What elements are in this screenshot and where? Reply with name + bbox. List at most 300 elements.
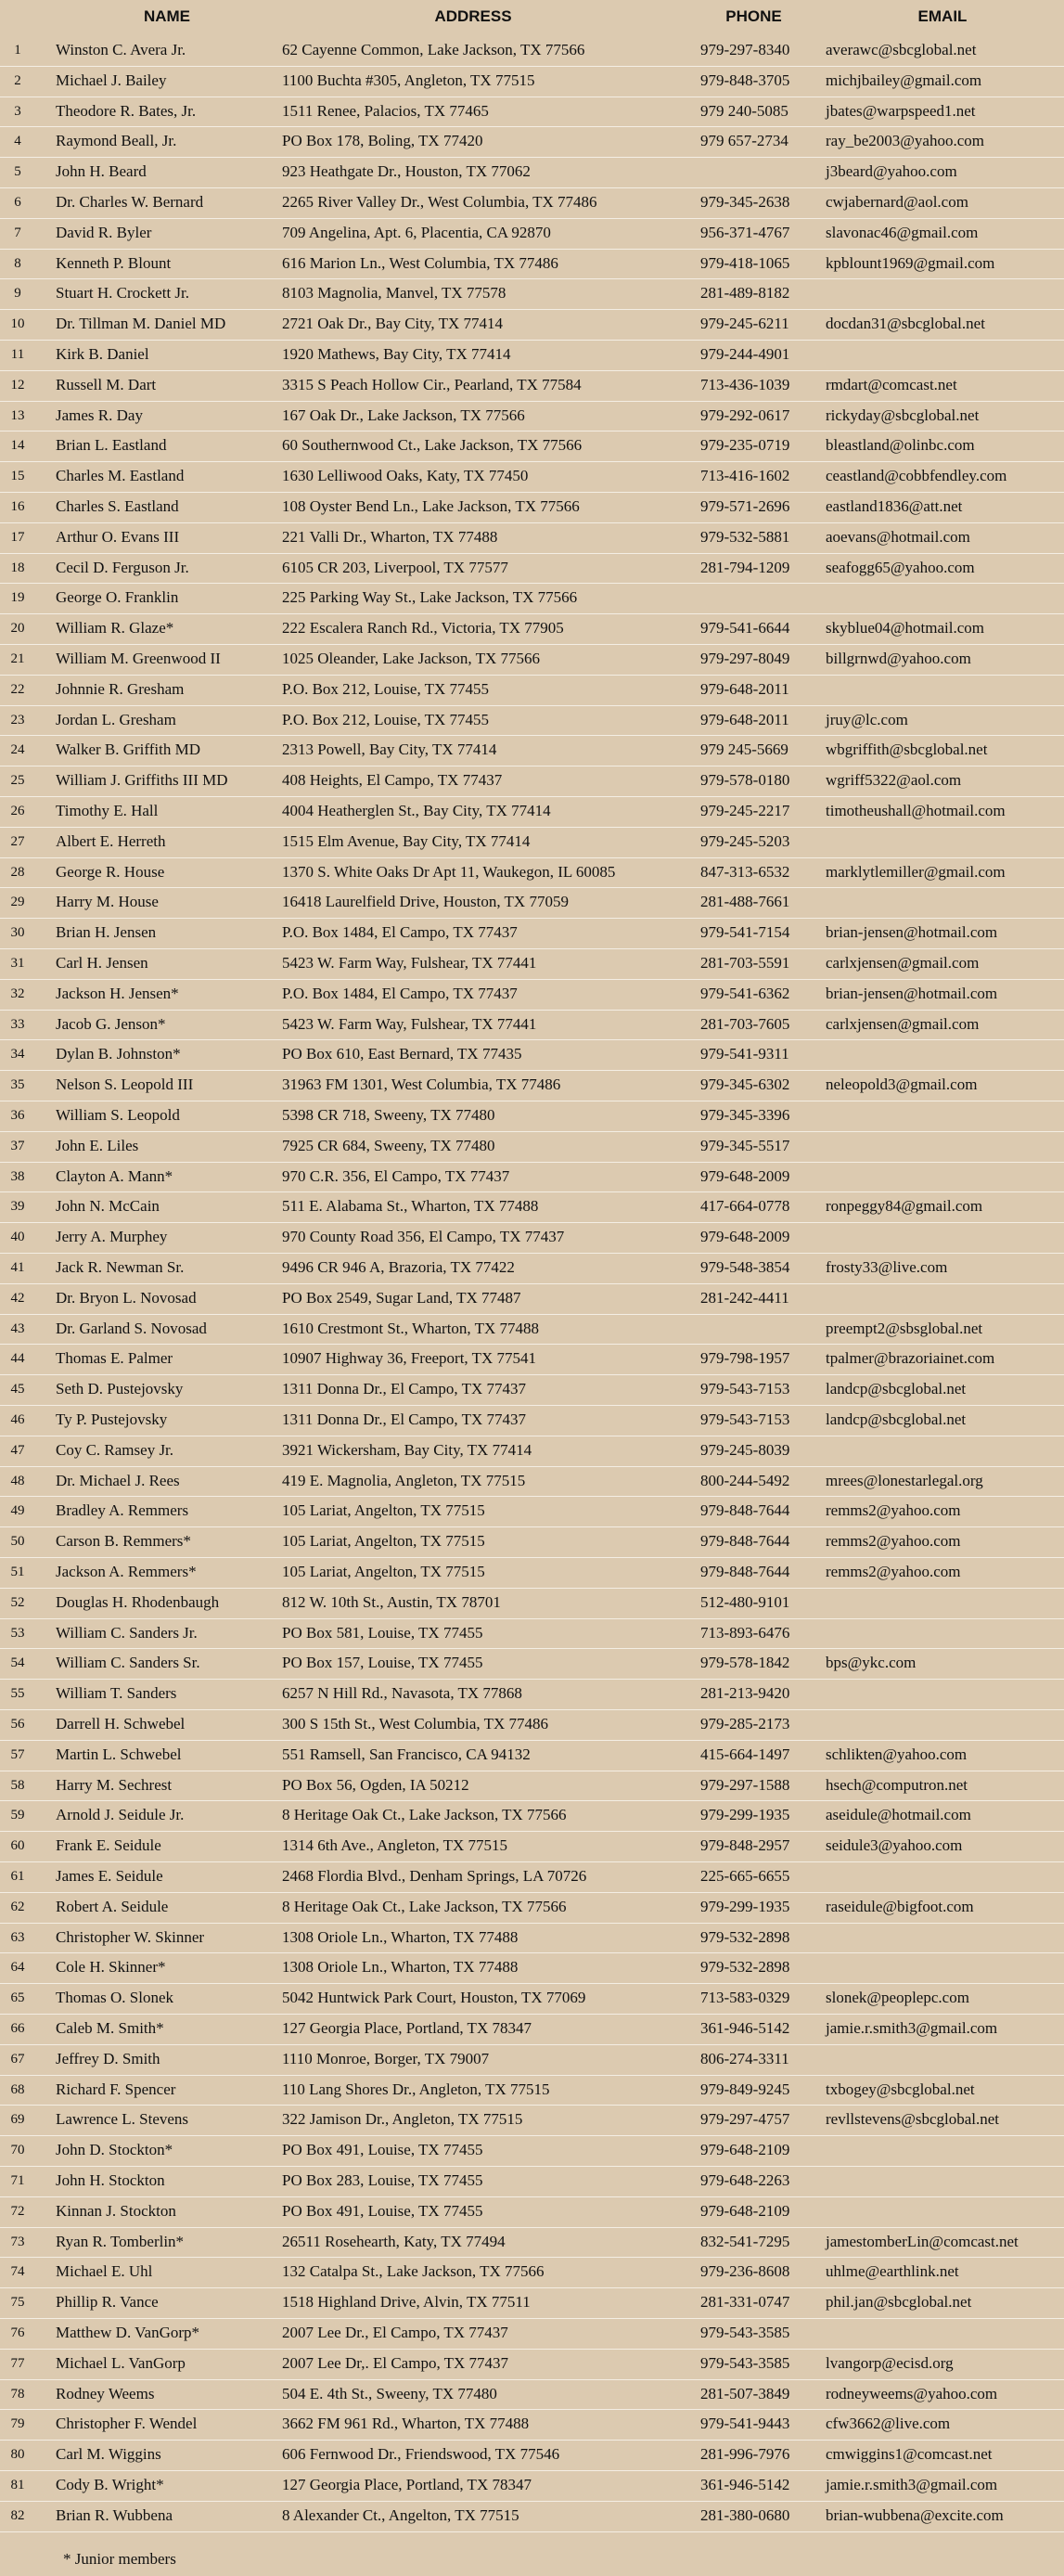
member-phone: 979-345-3396 bbox=[700, 1106, 790, 1124]
member-phone: 979-543-3585 bbox=[700, 2353, 790, 2372]
member-address: PO Box 581, Louise, TX 77455 bbox=[282, 1623, 483, 1642]
member-email: brian-jensen@hotmail.com bbox=[826, 984, 998, 1002]
table-row bbox=[0, 309, 1064, 341]
member-phone: 956-371-4767 bbox=[700, 223, 790, 241]
member-phone: 979-798-1957 bbox=[700, 1349, 790, 1368]
row-number: 70 bbox=[10, 2143, 25, 2158]
row-number: 17 bbox=[10, 529, 25, 545]
member-phone: 979-236-8608 bbox=[700, 2262, 790, 2281]
table-row bbox=[0, 461, 1064, 493]
table-row bbox=[0, 1436, 1064, 1467]
member-address: 3662 FM 961 Rd., Wharton, TX 77488 bbox=[282, 2415, 530, 2433]
member-phone: 713-416-1602 bbox=[700, 467, 790, 485]
member-address: 1920 Mathews, Bay City, TX 77414 bbox=[282, 345, 511, 363]
table-row bbox=[0, 1526, 1064, 1558]
table-row bbox=[0, 1222, 1064, 1254]
header-name: NAME bbox=[143, 7, 191, 25]
member-name: Kirk B. Daniel bbox=[56, 345, 149, 363]
member-address: 6257 N Hill Rd., Navasota, TX 77868 bbox=[282, 1684, 522, 1703]
member-name: Johnnie R. Gresham bbox=[56, 679, 185, 698]
member-address: 105 Lariat, Angelton, TX 77515 bbox=[282, 1501, 485, 1520]
member-address: 2468 Flordia Blvd., Denham Springs, LA 70726 bbox=[282, 1867, 587, 1885]
member-phone: 979-541-7154 bbox=[700, 923, 790, 942]
member-name: Carson B. Remmers* bbox=[56, 1532, 191, 1551]
member-address: 2313 Powell, Bay City, TX 77414 bbox=[282, 741, 497, 759]
row-number: 11 bbox=[10, 347, 25, 362]
row-number: 3 bbox=[14, 103, 21, 119]
row-number: 37 bbox=[10, 1138, 25, 1153]
table-row bbox=[0, 2257, 1064, 2288]
member-phone: 800-244-5492 bbox=[700, 1471, 790, 1489]
member-phone: 979-297-8049 bbox=[700, 650, 790, 667]
table-row bbox=[0, 249, 1064, 280]
member-name: Dr. Charles W. Bernard bbox=[56, 193, 204, 211]
member-name: Jackson H. Jensen* bbox=[56, 984, 179, 1002]
member-email: raseidule@bigfoot.com bbox=[826, 1897, 974, 1915]
member-email: marklytlemiller@gmail.com bbox=[826, 862, 1006, 881]
member-email: remms2@yahoo.com bbox=[826, 1501, 961, 1520]
member-name: Douglas H. Rhodenbaugh bbox=[56, 1592, 220, 1611]
table-row bbox=[0, 2470, 1064, 2502]
table-row bbox=[0, 1557, 1064, 1589]
member-name: William T. Sanders bbox=[56, 1684, 177, 1703]
member-phone: 979-299-1935 bbox=[700, 1806, 790, 1824]
table-row bbox=[0, 401, 1064, 432]
member-name: Carl M. Wiggins bbox=[56, 2445, 161, 2464]
member-address: 127 Georgia Place, Portland, TX 78347 bbox=[282, 2476, 532, 2493]
member-name: George R. House bbox=[56, 862, 165, 881]
table-row bbox=[0, 705, 1064, 737]
member-phone: 979-648-2109 bbox=[700, 2201, 790, 2220]
member-phone: 979-297-1588 bbox=[700, 1775, 790, 1794]
member-phone: 979-292-0617 bbox=[700, 406, 790, 424]
member-email: kpblount1969@gmail.com bbox=[826, 253, 995, 272]
table-row bbox=[0, 1648, 1064, 1680]
member-name: Stuart H. Crockett Jr. bbox=[56, 284, 190, 303]
table-row bbox=[0, 1952, 1064, 1984]
table-row bbox=[0, 431, 1064, 462]
row-number: 49 bbox=[10, 1503, 25, 1519]
member-name: Timothy E. Hall bbox=[56, 802, 159, 819]
member-address: 1370 S. White Oaks Dr Apt 11, Waukegon, IL 60085 bbox=[282, 862, 616, 881]
member-phone: 713-893-6476 bbox=[700, 1623, 790, 1642]
table-row bbox=[0, 857, 1064, 889]
member-name: William S. Leopold bbox=[56, 1106, 180, 1124]
row-number: 65 bbox=[10, 1990, 25, 2006]
row-number: 36 bbox=[10, 1108, 25, 1123]
member-address: 970 C.R. 356, El Campo, TX 77437 bbox=[282, 1166, 510, 1185]
member-name: Rodney Weems bbox=[56, 2384, 155, 2402]
member-name: Thomas E. Palmer bbox=[56, 1349, 173, 1368]
member-email: brian-jensen@hotmail.com bbox=[826, 923, 998, 942]
member-name: Dr. Tillman M. Daniel MD bbox=[56, 315, 226, 333]
member-phone: 847-313-6532 bbox=[700, 862, 790, 881]
member-name: William C. Sanders Jr. bbox=[56, 1623, 198, 1642]
table-row bbox=[0, 1771, 1064, 1802]
member-name: Cole H. Skinner* bbox=[56, 1958, 166, 1977]
member-phone: 979-543-7153 bbox=[700, 1410, 790, 1428]
member-address: PO Box 491, Louise, TX 77455 bbox=[282, 2141, 483, 2159]
table-row bbox=[0, 1101, 1064, 1132]
member-name: Albert E. Herreth bbox=[56, 831, 166, 850]
row-number: 59 bbox=[10, 1808, 25, 1823]
row-number: 2 bbox=[14, 72, 21, 88]
member-phone: 281-996-7976 bbox=[700, 2445, 790, 2464]
row-number: 72 bbox=[10, 2203, 25, 2219]
member-phone: 281-703-5591 bbox=[700, 954, 790, 972]
member-phone: 979 657-2734 bbox=[700, 132, 788, 150]
member-name: Lawrence L. Stevens bbox=[56, 2110, 189, 2129]
member-address: 62 Cayenne Common, Lake Jackson, TX 77566 bbox=[282, 41, 585, 58]
row-number: 4 bbox=[14, 134, 21, 149]
member-address: 5398 CR 718, Sweeny, TX 77480 bbox=[282, 1106, 495, 1124]
member-address: 1308 Oriole Ln., Wharton, TX 77488 bbox=[282, 1958, 519, 1977]
member-phone: 979-848-7644 bbox=[700, 1501, 790, 1520]
member-email: cwjabernard@aol.com bbox=[826, 193, 968, 211]
row-number: 53 bbox=[10, 1625, 25, 1641]
table-row bbox=[0, 2196, 1064, 2228]
member-email: landcp@sbcglobal.net bbox=[826, 1380, 967, 1398]
table-row bbox=[0, 1983, 1064, 2015]
member-address: PO Box 2549, Sugar Land, TX 77487 bbox=[282, 1288, 521, 1307]
row-number: 45 bbox=[10, 1382, 25, 1397]
table-row bbox=[0, 1039, 1064, 1071]
member-email: billgrnwd@yahoo.com bbox=[826, 650, 971, 667]
table-row bbox=[0, 522, 1064, 554]
table-row bbox=[0, 2287, 1064, 2319]
member-phone: 979-848-3705 bbox=[700, 71, 790, 89]
member-address: 1511 Renee, Palacios, TX 77465 bbox=[282, 101, 489, 120]
row-number: 51 bbox=[10, 1565, 25, 1579]
table-row bbox=[0, 1892, 1064, 1924]
table-row bbox=[0, 2044, 1064, 2076]
member-email: seidule3@yahoo.com bbox=[826, 1836, 963, 1855]
member-phone: 979-297-8340 bbox=[700, 41, 790, 58]
member-phone: 979-548-3854 bbox=[700, 1258, 790, 1276]
member-name: Carl H. Jensen bbox=[56, 954, 148, 972]
member-phone: 979-299-1935 bbox=[700, 1897, 790, 1915]
member-name: John E. Liles bbox=[56, 1136, 139, 1154]
table-row bbox=[0, 1010, 1064, 1041]
table-row bbox=[0, 2440, 1064, 2471]
member-name: Winston C. Avera Jr. bbox=[56, 41, 186, 58]
member-address: 10907 Highway 36, Freeport, TX 77541 bbox=[282, 1349, 537, 1368]
member-name: Christopher F. Wendel bbox=[56, 2415, 198, 2433]
row-number: 28 bbox=[10, 864, 25, 880]
row-number: 63 bbox=[10, 1929, 25, 1945]
row-number: 22 bbox=[10, 681, 25, 697]
table-row bbox=[0, 35, 1064, 67]
member-address: 709 Angelina, Apt. 6, Placentia, CA 92870 bbox=[282, 223, 551, 241]
member-address: 300 S 15th St., West Columbia, TX 77486 bbox=[282, 1715, 549, 1732]
member-address: 1610 Crestmont St., Wharton, TX 77488 bbox=[282, 1319, 540, 1337]
row-number: 78 bbox=[10, 2386, 25, 2402]
member-name: Walker B. Griffith MD bbox=[56, 741, 201, 759]
member-phone: 979-235-0719 bbox=[700, 436, 790, 455]
row-number: 40 bbox=[10, 1230, 25, 1245]
table-row bbox=[0, 1709, 1064, 1741]
row-number: 61 bbox=[10, 1869, 25, 1884]
member-email: brian-wubbena@excite.com bbox=[826, 2505, 1004, 2524]
member-address: 3921 Wickersham, Bay City, TX 77414 bbox=[282, 1440, 532, 1459]
footnote-junior-members: * Junior members bbox=[63, 2550, 176, 2568]
member-address: 1515 Elm Avenue, Bay City, TX 77414 bbox=[282, 831, 531, 850]
member-address: 167 Oak Dr., Lake Jackson, TX 77566 bbox=[282, 406, 525, 424]
member-email: carlxjensen@gmail.com bbox=[826, 1014, 980, 1033]
row-number: 27 bbox=[10, 833, 25, 849]
member-name: Brian H. Jensen bbox=[56, 923, 157, 942]
member-phone: 281-380-0680 bbox=[700, 2505, 790, 2524]
member-address: P.O. Box 1484, El Campo, TX 77437 bbox=[282, 984, 518, 1002]
row-number: 44 bbox=[10, 1351, 25, 1367]
member-email: uhlme@earthlink.net bbox=[826, 2262, 959, 2281]
member-phone: 979-345-6302 bbox=[700, 1075, 790, 1094]
member-email: cmwiggins1@comcast.net bbox=[826, 2445, 993, 2464]
member-address: 110 Lang Shores Dr., Angleton, TX 77515 bbox=[282, 2080, 550, 2098]
member-email: cfw3662@live.com bbox=[826, 2415, 951, 2433]
row-number: 41 bbox=[10, 1260, 25, 1275]
table-row bbox=[0, 1131, 1064, 1163]
member-phone: 979-848-7644 bbox=[700, 1532, 790, 1551]
member-email: lvangorp@ecisd.org bbox=[826, 2353, 954, 2372]
member-email: rodneyweems@yahoo.com bbox=[826, 2384, 998, 2402]
member-phone: 225-665-6655 bbox=[700, 1867, 790, 1885]
member-phone: 979 245-5669 bbox=[700, 741, 788, 759]
member-name: Frank E. Seidule bbox=[56, 1836, 161, 1855]
member-address: 105 Lariat, Angelton, TX 77515 bbox=[282, 1563, 485, 1580]
member-name: Coy C. Ramsey Jr. bbox=[56, 1440, 174, 1459]
table-row bbox=[0, 613, 1064, 645]
member-address: 5423 W. Farm Way, Fulshear, TX 77441 bbox=[282, 954, 537, 972]
row-number: 39 bbox=[10, 1199, 25, 1215]
member-address: 923 Heathgate Dr., Houston, TX 77062 bbox=[282, 162, 531, 181]
row-number: 38 bbox=[10, 1168, 25, 1184]
row-number: 60 bbox=[10, 1838, 25, 1854]
member-email: rmdart@comcast.net bbox=[826, 375, 957, 393]
member-email: remms2@yahoo.com bbox=[826, 1563, 961, 1580]
member-address: PO Box 157, Louise, TX 77455 bbox=[282, 1654, 483, 1672]
table-row bbox=[0, 1861, 1064, 1893]
member-name: Kinnan J. Stockton bbox=[56, 2201, 176, 2220]
member-phone: 979-578-1842 bbox=[700, 1654, 790, 1672]
table-row bbox=[0, 66, 1064, 97]
member-phone: 979-541-9443 bbox=[700, 2415, 790, 2433]
member-email: phil.jan@sbcglobal.net bbox=[826, 2293, 972, 2312]
member-phone: 806-274-3311 bbox=[700, 2049, 789, 2067]
member-address: 511 E. Alabama St., Wharton, TX 77488 bbox=[282, 1197, 539, 1216]
row-number: 9 bbox=[14, 286, 21, 302]
row-number: 34 bbox=[10, 1047, 25, 1063]
member-name: Ty P. Pustejovsky bbox=[56, 1410, 168, 1428]
member-name: Dr. Michael J. Rees bbox=[56, 1471, 180, 1489]
header-address: ADDRESS bbox=[434, 7, 512, 25]
table-row bbox=[0, 1283, 1064, 1315]
member-phone: 979-285-2173 bbox=[700, 1715, 790, 1732]
member-address: 5042 Huntwick Park Court, Houston, TX 77069 bbox=[282, 1989, 586, 2007]
member-email: bps@ykc.com bbox=[826, 1654, 917, 1672]
member-email: mrees@lonestarlegal.org bbox=[826, 1471, 983, 1489]
member-phone: 979-532-2898 bbox=[700, 1927, 790, 1946]
member-name: Matthew D. VanGorp* bbox=[56, 2324, 200, 2341]
member-phone: 713-436-1039 bbox=[700, 375, 790, 393]
member-email: ceastland@cobbfendley.com bbox=[826, 467, 1007, 485]
table-row bbox=[0, 1679, 1064, 1710]
table-row bbox=[0, 126, 1064, 158]
member-phone: 281-703-7605 bbox=[700, 1014, 790, 1033]
member-phone: 979-849-9245 bbox=[700, 2080, 790, 2098]
member-phone: 281-507-3849 bbox=[700, 2384, 790, 2402]
row-number: 32 bbox=[10, 985, 25, 1001]
member-name: Jordan L. Gresham bbox=[56, 710, 176, 728]
table-row bbox=[0, 675, 1064, 706]
member-email: hsech@computron.net bbox=[826, 1775, 968, 1794]
member-phone: 979-532-2898 bbox=[700, 1958, 790, 1977]
member-name: Raymond Beall, Jr. bbox=[56, 132, 177, 150]
member-name: Brian L. Eastland bbox=[56, 436, 167, 455]
table-row bbox=[0, 2014, 1064, 2045]
row-number: 64 bbox=[10, 1960, 25, 1976]
member-address: 551 Ramsell, San Francisco, CA 94132 bbox=[282, 1745, 531, 1763]
member-phone: 979-543-3585 bbox=[700, 2324, 790, 2341]
row-number: 50 bbox=[10, 1534, 25, 1550]
member-address: 4004 Heatherglen St., Bay City, TX 77414 bbox=[282, 802, 551, 819]
member-address: 8 Heritage Oak Ct., Lake Jackson, TX 77566 bbox=[282, 1806, 567, 1824]
row-number: 77 bbox=[10, 2355, 25, 2371]
member-address: 132 Catalpa St., Lake Jackson, TX 77566 bbox=[282, 2262, 545, 2281]
row-number: 15 bbox=[10, 469, 25, 484]
row-number: 52 bbox=[10, 1594, 25, 1610]
table-row bbox=[0, 2318, 1064, 2350]
table-row bbox=[0, 2105, 1064, 2136]
member-name: George O. Franklin bbox=[56, 588, 179, 607]
row-number: 48 bbox=[10, 1473, 25, 1488]
member-phone: 979-648-2009 bbox=[700, 1166, 790, 1185]
table-row bbox=[0, 2075, 1064, 2106]
member-phone: 979-541-9311 bbox=[700, 1045, 789, 1063]
member-name: Thomas O. Slonek bbox=[56, 1989, 174, 2007]
member-phone: 979-648-2109 bbox=[700, 2141, 790, 2159]
member-phone: 281-488-7661 bbox=[700, 893, 790, 911]
row-number: 35 bbox=[10, 1077, 25, 1093]
member-name: Bradley A. Remmers bbox=[56, 1501, 189, 1520]
table-row bbox=[0, 157, 1064, 188]
table-row bbox=[0, 1588, 1064, 1619]
member-address: 2007 Lee Dr,. El Campo, TX 77437 bbox=[282, 2353, 509, 2372]
member-email: landcp@sbcglobal.net bbox=[826, 1410, 967, 1428]
member-phone: 979-541-6644 bbox=[700, 619, 790, 638]
member-address: 616 Marion Ln., West Columbia, TX 77486 bbox=[282, 253, 558, 272]
member-email: schlikten@yahoo.com bbox=[826, 1745, 968, 1763]
member-email: bleastland@olinbc.com bbox=[826, 436, 975, 455]
member-name: Theodore R. Bates, Jr. bbox=[56, 101, 197, 120]
table-row bbox=[0, 1070, 1064, 1101]
member-address: P.O. Box 212, Louise, TX 77455 bbox=[282, 679, 490, 698]
member-phone: 979-245-5203 bbox=[700, 831, 790, 850]
member-address: 221 Valli Dr., Wharton, TX 77488 bbox=[282, 527, 498, 546]
member-phone: 979-541-6362 bbox=[700, 984, 790, 1002]
row-number: 82 bbox=[10, 2507, 25, 2523]
member-phone: 979-648-2263 bbox=[700, 2171, 790, 2189]
table-row bbox=[0, 1405, 1064, 1436]
member-phone: 979-648-2011 bbox=[700, 679, 789, 698]
member-address: 1630 Lelliwood Oaks, Katy, TX 77450 bbox=[282, 467, 529, 485]
member-email: jruy@lc.com bbox=[826, 710, 908, 728]
member-name: Martin L. Schwebel bbox=[56, 1745, 182, 1763]
member-address: 5423 W. Farm Way, Fulshear, TX 77441 bbox=[282, 1014, 537, 1033]
row-number: 26 bbox=[10, 804, 25, 818]
member-address: 1518 Highland Drive, Alvin, TX 77511 bbox=[282, 2293, 531, 2312]
member-name: William M. Greenwood II bbox=[56, 650, 221, 667]
member-name: Brian R. Wubbena bbox=[56, 2505, 173, 2524]
member-phone: 417-664-0778 bbox=[700, 1197, 790, 1216]
member-email: frosty33@live.com bbox=[826, 1258, 948, 1276]
member-address: 60 Southernwood Ct., Lake Jackson, TX 77566 bbox=[282, 436, 583, 455]
table-row bbox=[0, 2379, 1064, 2411]
member-name: Charles S. Eastland bbox=[56, 497, 179, 515]
member-address: 26511 Rosehearth, Katy, TX 77494 bbox=[282, 2232, 506, 2250]
table-row bbox=[0, 340, 1064, 371]
member-email: seafogg65@yahoo.com bbox=[826, 558, 975, 576]
table-row bbox=[0, 2349, 1064, 2380]
member-name: Cody B. Wright* bbox=[56, 2476, 164, 2493]
member-address: 222 Escalera Ranch Rd., Victoria, TX 77905 bbox=[282, 619, 564, 638]
member-name: John H. Beard bbox=[56, 162, 147, 181]
member-address: 9496 CR 946 A, Brazoria, TX 77422 bbox=[282, 1258, 515, 1276]
member-name: Kenneth P. Blount bbox=[56, 253, 172, 272]
member-address: 6105 CR 203, Liverpool, TX 77577 bbox=[282, 558, 508, 576]
member-phone: 281-794-1209 bbox=[700, 558, 790, 576]
member-name: Ryan R. Tomberlin* bbox=[56, 2232, 185, 2250]
row-number: 6 bbox=[14, 195, 21, 210]
table-row bbox=[0, 827, 1064, 858]
member-name: Nelson S. Leopold III bbox=[56, 1075, 194, 1094]
row-number: 47 bbox=[10, 1442, 25, 1458]
member-name: Cecil D. Ferguson Jr. bbox=[56, 558, 189, 576]
member-address: PO Box 610, East Bernard, TX 77435 bbox=[282, 1045, 522, 1063]
row-number: 56 bbox=[10, 1717, 25, 1732]
member-phone: 979-848-2957 bbox=[700, 1836, 790, 1855]
member-name: Harry M. House bbox=[56, 893, 159, 911]
row-number: 1 bbox=[14, 43, 21, 58]
member-email: michjbailey@gmail.com bbox=[826, 71, 982, 89]
member-phone: 979-648-2011 bbox=[700, 710, 789, 728]
table-row bbox=[0, 644, 1064, 676]
member-address: 1110 Monroe, Borger, TX 79007 bbox=[282, 2049, 490, 2067]
member-address: PO Box 178, Boling, TX 77420 bbox=[282, 132, 483, 150]
member-email: docdan31@sbcglobal.net bbox=[826, 315, 985, 333]
member-name: James R. Day bbox=[56, 406, 143, 424]
member-address: PO Box 491, Louise, TX 77455 bbox=[282, 2201, 483, 2220]
member-name: Michael J. Bailey bbox=[56, 71, 167, 89]
member-phone: 281-331-0747 bbox=[700, 2293, 790, 2312]
member-address: P.O. Box 212, Louise, TX 77455 bbox=[282, 710, 490, 728]
member-address: 1314 6th Ave., Angleton, TX 77515 bbox=[282, 1836, 508, 1855]
member-phone: 281-242-4411 bbox=[700, 1288, 789, 1307]
row-number: 16 bbox=[10, 499, 25, 514]
member-phone: 979-297-4757 bbox=[700, 2110, 790, 2129]
table-row bbox=[0, 796, 1064, 828]
row-number: 81 bbox=[10, 2478, 25, 2492]
table-row bbox=[0, 1253, 1064, 1284]
row-number: 75 bbox=[10, 2295, 25, 2311]
member-address: 2721 Oak Dr., Bay City, TX 77414 bbox=[282, 315, 503, 333]
table-row bbox=[0, 2135, 1064, 2167]
table-row bbox=[0, 1466, 1064, 1498]
member-email: jamie.r.smith3@gmail.com bbox=[826, 2476, 998, 2493]
member-email: slavonac46@gmail.com bbox=[826, 223, 979, 241]
member-address: 105 Lariat, Angelton, TX 77515 bbox=[282, 1532, 485, 1551]
row-number: 42 bbox=[10, 1290, 25, 1306]
